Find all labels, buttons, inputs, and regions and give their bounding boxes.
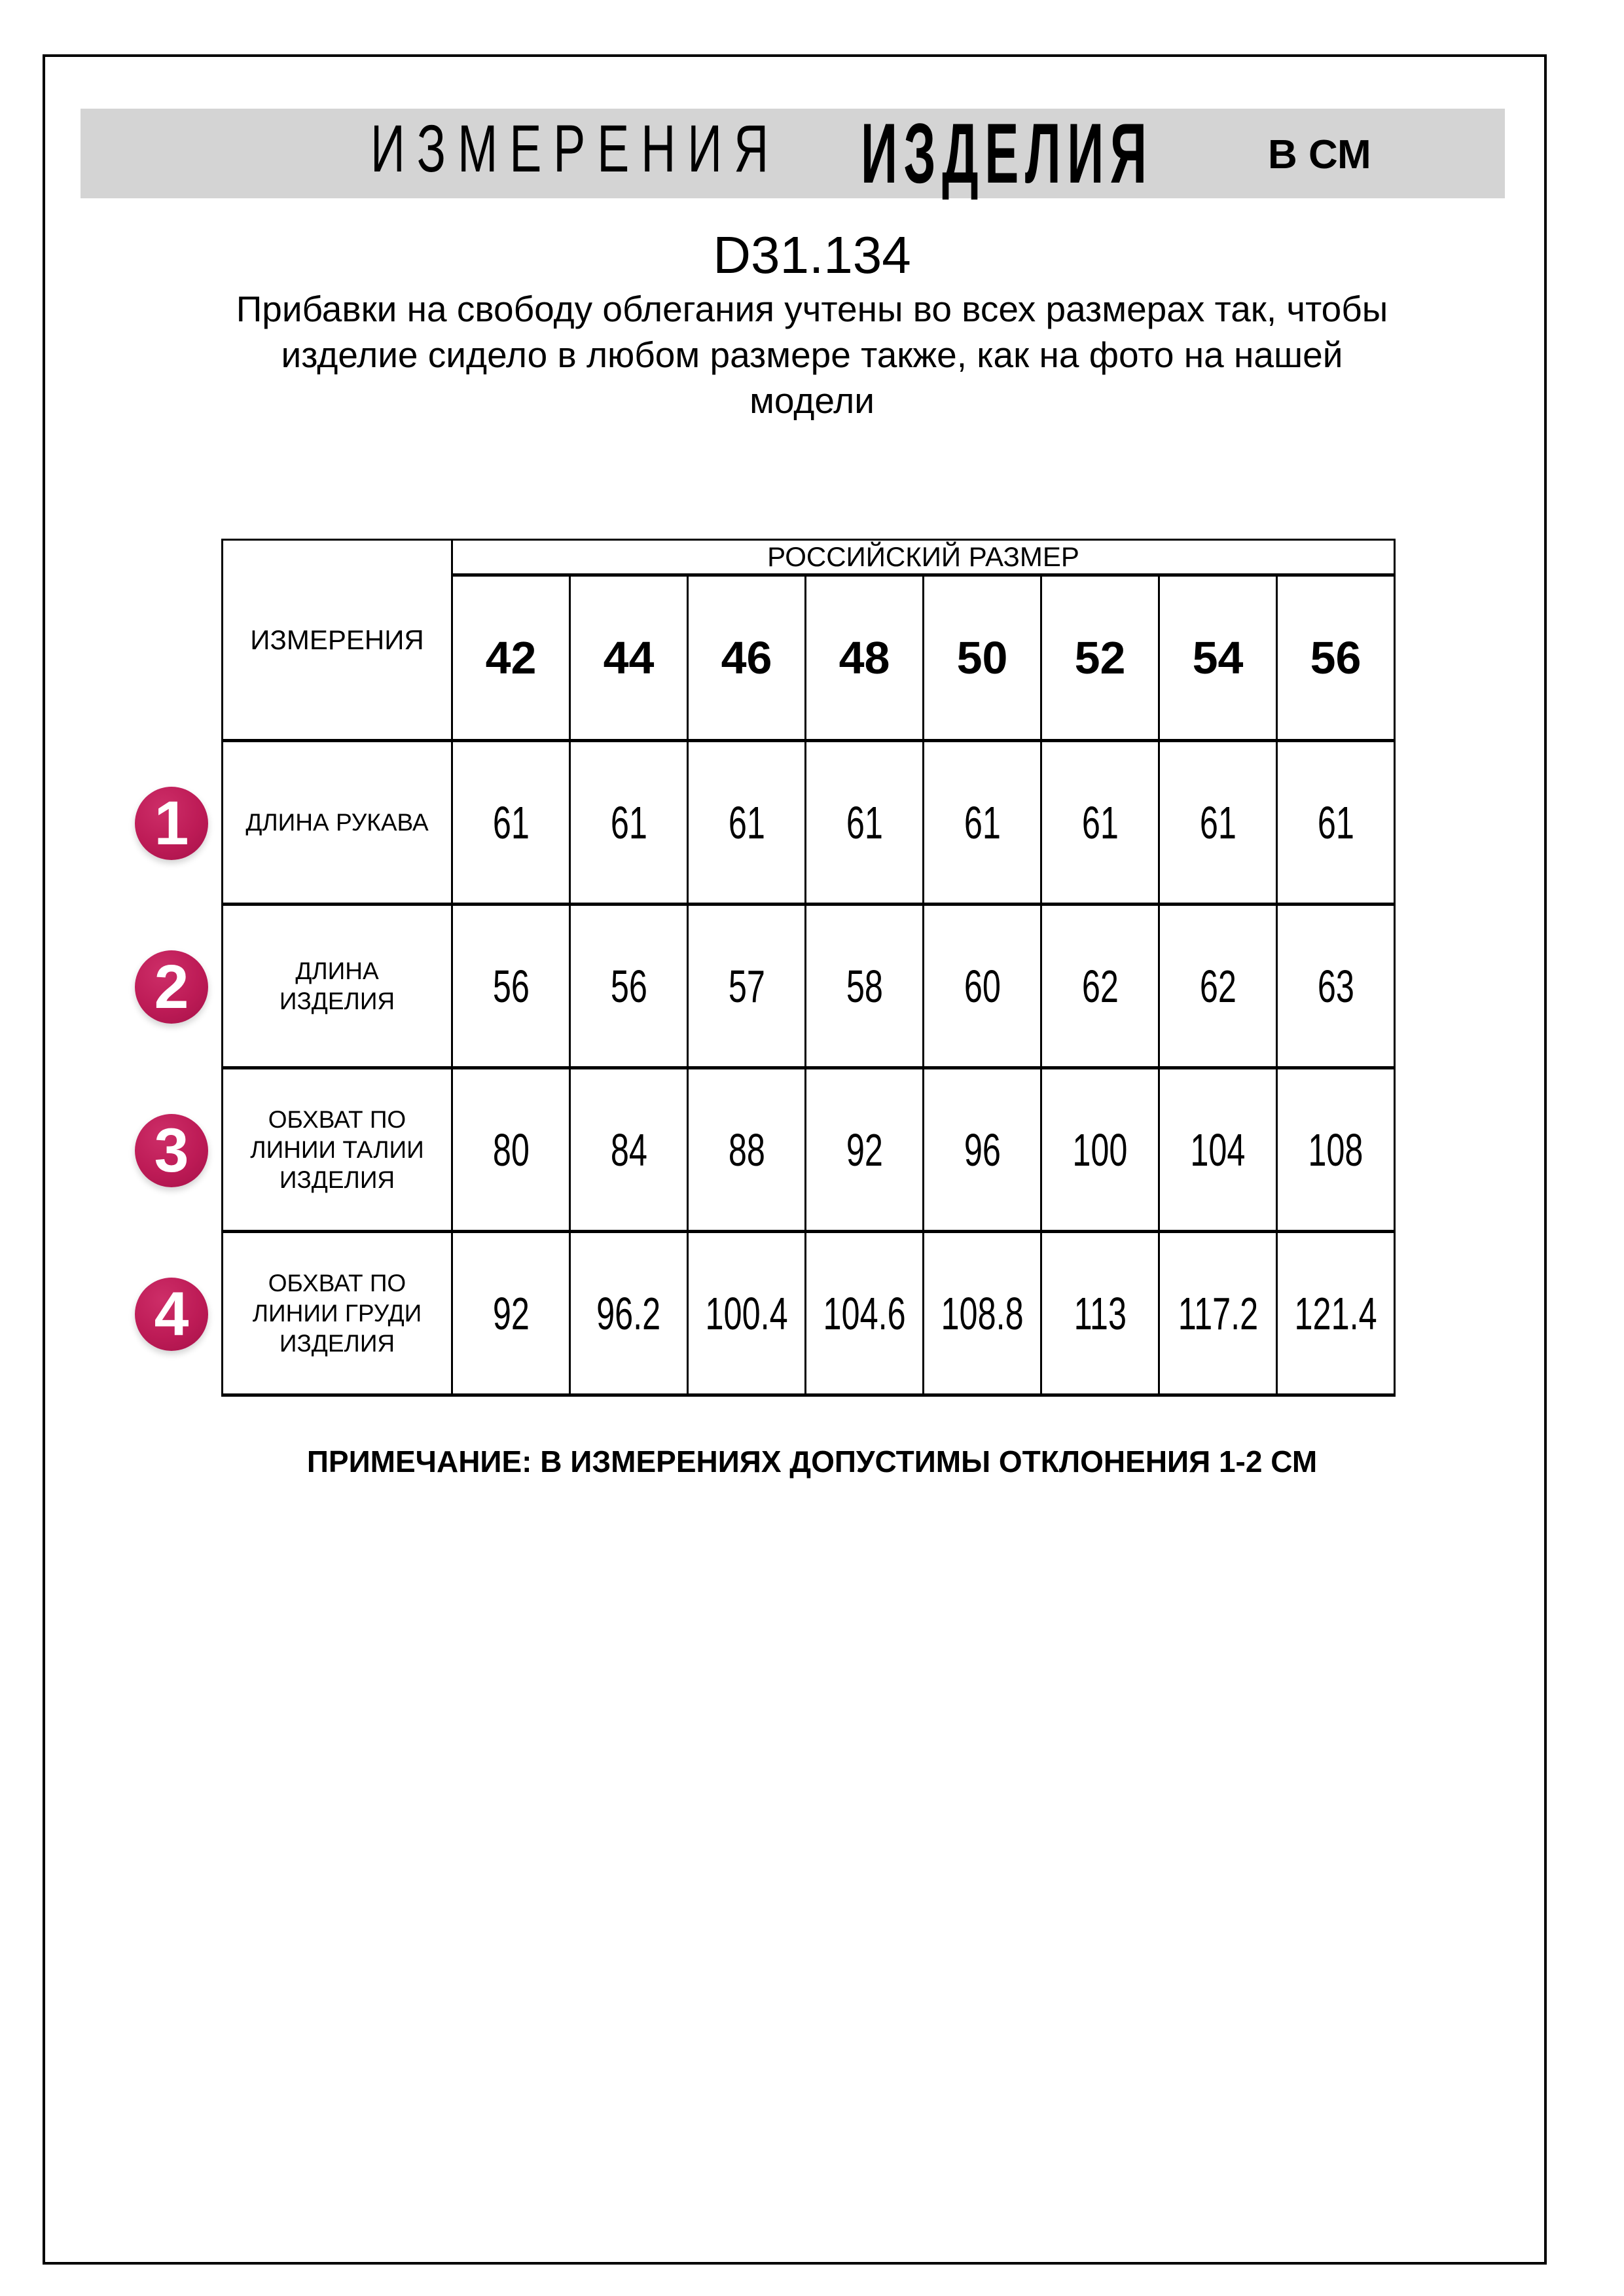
size-col-header: 52: [1041, 575, 1159, 741]
value-cell: 61: [1041, 741, 1159, 905]
size-group-header-cell: РОССИЙСКИЙ РАЗМЕР: [452, 540, 1395, 575]
fit-description-line: изделие сидело в любом размере также, как на фото на нашей: [281, 334, 1343, 375]
row-label: ОБХВАТ ПО ЛИНИИ ГРУДИ ИЗДЕЛИЯ: [223, 1232, 452, 1395]
value-cell: 104.6: [806, 1232, 924, 1395]
value-cell: 56: [570, 905, 688, 1068]
value-cell: 117.2: [1159, 1232, 1277, 1395]
model-code: D31.134: [713, 226, 911, 284]
value-cell: 63: [1277, 905, 1395, 1068]
value-cell: 57: [688, 905, 806, 1068]
size-col-header: 48: [806, 575, 924, 741]
size-col-header: 56: [1277, 575, 1395, 741]
fit-description-line: модели: [749, 380, 875, 421]
value-cell: 62: [1041, 905, 1159, 1068]
value-cell: 58: [806, 905, 924, 1068]
value-cell: 100: [1041, 1068, 1159, 1232]
table-row-chest-girth: [223, 1232, 1395, 1395]
value-cell: 100.4: [688, 1232, 806, 1395]
size-col-header: 46: [688, 575, 806, 741]
value-cell: 62: [1159, 905, 1277, 1068]
value-cell: 92: [452, 1232, 570, 1395]
row-number-badge-4: 4: [135, 1278, 208, 1351]
corner-header-cell: ИЗМЕРЕНИЯ: [223, 540, 452, 741]
value-cell: 104: [1159, 1068, 1277, 1232]
page-title-unit: В СМ: [1268, 132, 1371, 177]
size-col-header: 54: [1159, 575, 1277, 741]
value-cell: 92: [806, 1068, 924, 1232]
measurements-table: [221, 539, 1396, 1397]
row-number-badge-2: 2: [135, 950, 208, 1024]
value-cell: 60: [924, 905, 1041, 1068]
table-row-waist-girth: [223, 1068, 1395, 1232]
value-cell: 61: [806, 741, 924, 905]
value-cell: 96: [924, 1068, 1041, 1232]
value-cell: 84: [570, 1068, 688, 1232]
size-col-header: 44: [570, 575, 688, 741]
value-cell: 121.4: [1277, 1232, 1395, 1395]
value-cell: 61: [1159, 741, 1277, 905]
size-col-header: 42: [452, 575, 570, 741]
row-label: ОБХВАТ ПО ЛИНИИ ТАЛИИ ИЗДЕЛИЯ: [223, 1068, 452, 1232]
row-label: ДЛИНА РУКАВА: [223, 741, 452, 905]
value-cell: 61: [924, 741, 1041, 905]
row-label: ДЛИНА ИЗДЕЛИЯ: [223, 905, 452, 1068]
fit-description: [0, 286, 1624, 423]
table-row-garment-length: [223, 905, 1395, 1068]
tolerance-note: ПРИМЕЧАНИЕ: В ИЗМЕРЕНИЯХ ДОПУСТИМЫ ОТКЛОНЕНИЯ 1-2 СМ: [306, 1444, 1318, 1479]
table-row: [223, 540, 1395, 575]
size-col-header: 50: [924, 575, 1041, 741]
page-title-word-1: ИЗМЕРЕНИЯ: [370, 111, 781, 186]
value-cell: 61: [1277, 741, 1395, 905]
fit-description-line: Прибавки на свободу облегания учтены во всех размерах так, чтобы: [236, 289, 1388, 329]
value-cell: 108.8: [924, 1232, 1041, 1395]
value-cell: 80: [452, 1068, 570, 1232]
value-cell: 61: [688, 741, 806, 905]
value-cell: 61: [570, 741, 688, 905]
value-cell: 88: [688, 1068, 806, 1232]
value-cell: 113: [1041, 1232, 1159, 1395]
value-cell: 108: [1277, 1068, 1395, 1232]
value-cell: 61: [452, 741, 570, 905]
row-number-badge-3: 3: [135, 1114, 208, 1187]
page-title-word-2: ИЗДЕЛИЯ: [861, 105, 1153, 201]
table-row-sleeve-length: [223, 741, 1395, 905]
value-cell: 56: [452, 905, 570, 1068]
value-cell: 96.2: [570, 1232, 688, 1395]
row-number-badge-1: 1: [135, 787, 208, 860]
